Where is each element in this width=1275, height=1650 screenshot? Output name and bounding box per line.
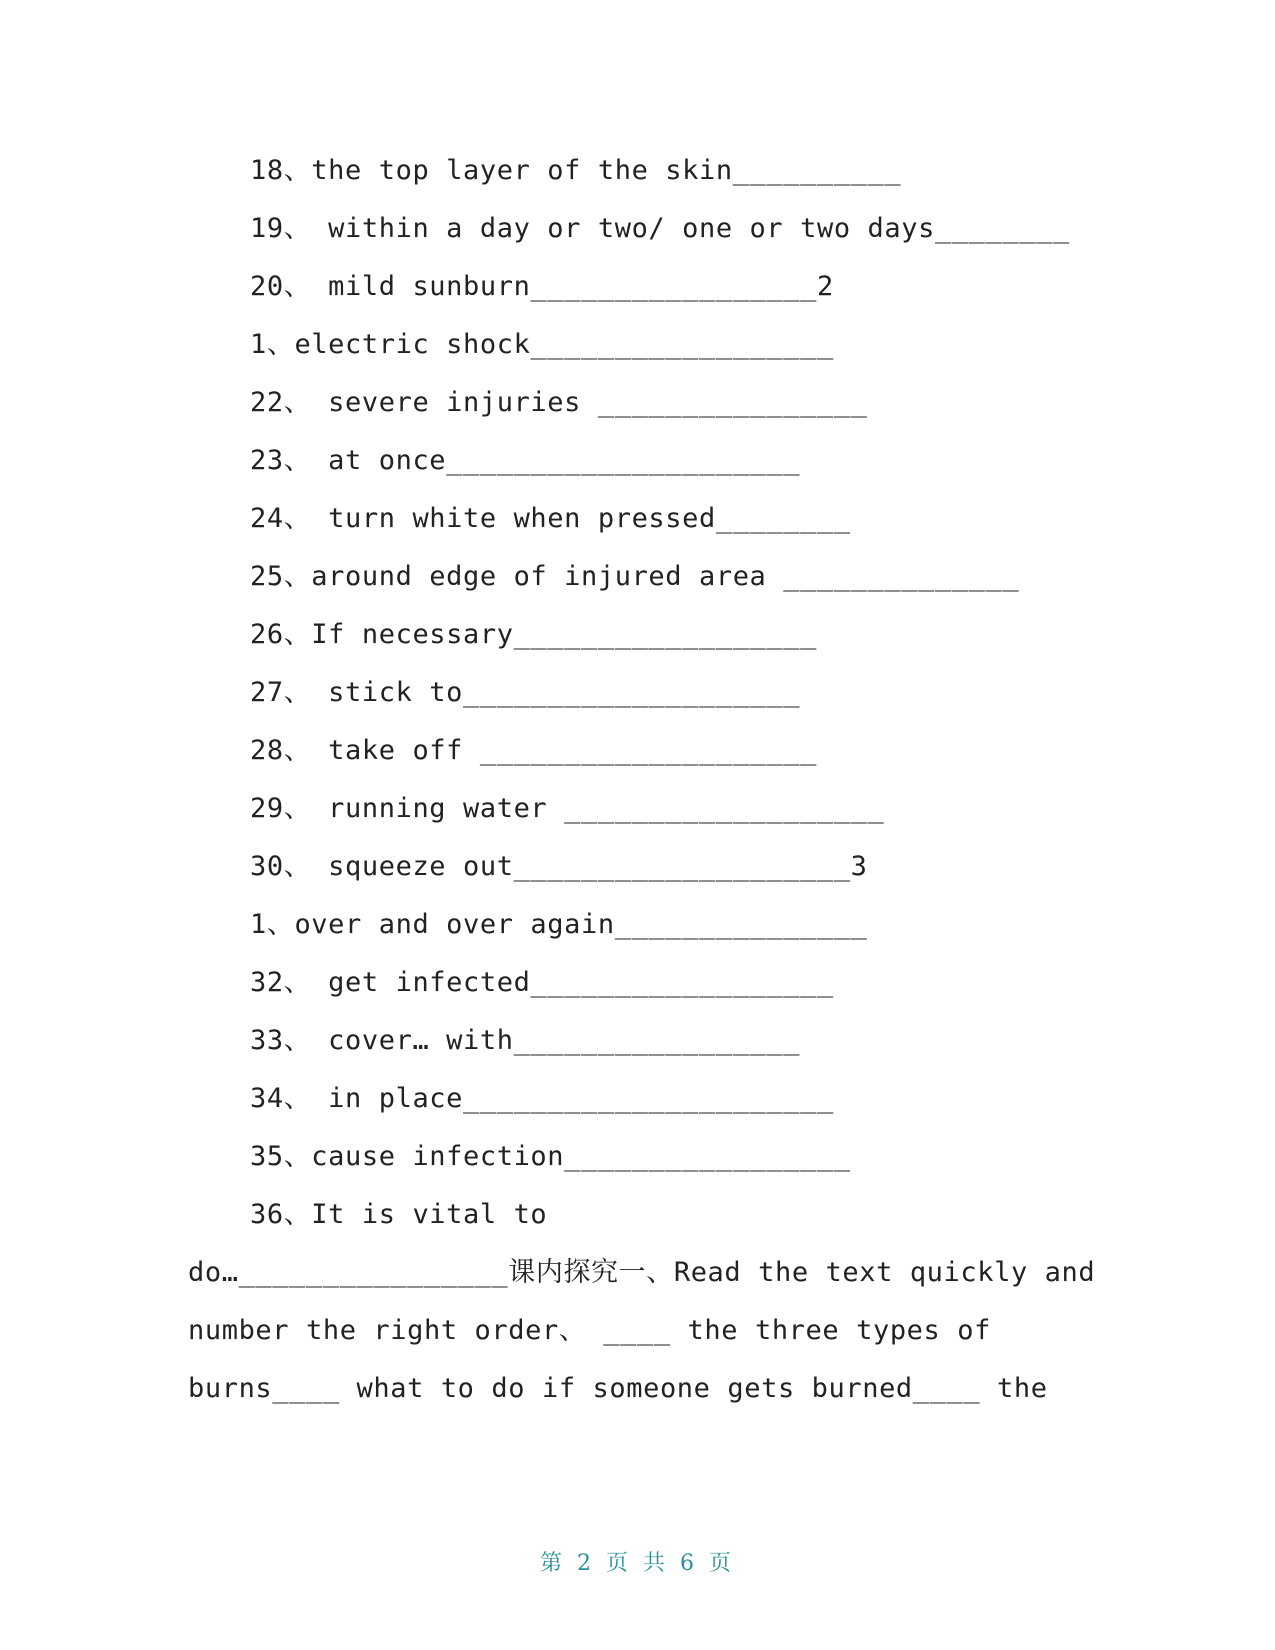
exercise-line-19: 19、 within a day or two/ one or two days________: [250, 213, 1070, 244]
exercise-line-25: 25、around edge of injured area ______________: [250, 561, 1020, 592]
exercise-line-31: 1、over and over again_______________: [250, 909, 868, 940]
exercise-line-32: 32、 get infected__________________: [250, 967, 834, 998]
paragraph-line-1: do…________________课内探究一、Read the text quickly and: [188, 1257, 1096, 1288]
paragraph-line-2: number the right order、 ____ the three types of: [188, 1315, 991, 1346]
exercise-line-35: 35、cause infection_________________: [250, 1141, 851, 1172]
exercise-line-18: 18、the top layer of the skin__________: [250, 155, 902, 186]
exercise-line-34: 34、 in place______________________: [250, 1083, 834, 1114]
exercise-line-24: 24、 turn white when pressed________: [250, 503, 851, 534]
exercise-line-26: 26、If necessary__________________: [250, 619, 817, 650]
exercise-line-22: 22、 severe injuries ________________: [250, 387, 868, 418]
paragraph-line-3: burns____ what to do if someone gets burned____ the: [188, 1373, 1048, 1404]
exercise-line-23: 23、 at once_____________________: [250, 445, 801, 476]
exercise-line-20: 20、 mild sunburn_________________2: [250, 271, 834, 302]
exercise-line-33: 33、 cover… with_________________: [250, 1025, 801, 1056]
page-footer: 第 2 页 共 6 页: [540, 1551, 735, 1576]
exercise-line-21: 1、electric shock__________________: [250, 329, 834, 360]
exercise-line-27: 27、 stick to____________________: [250, 677, 801, 708]
exercise-line-28: 28、 take off ____________________: [250, 735, 817, 766]
exercise-line-36: 36、It is vital to: [250, 1199, 548, 1230]
exercise-line-30: 30、 squeeze out____________________3: [250, 851, 868, 882]
exercise-line-29: 29、 running water ___________________: [250, 793, 885, 824]
